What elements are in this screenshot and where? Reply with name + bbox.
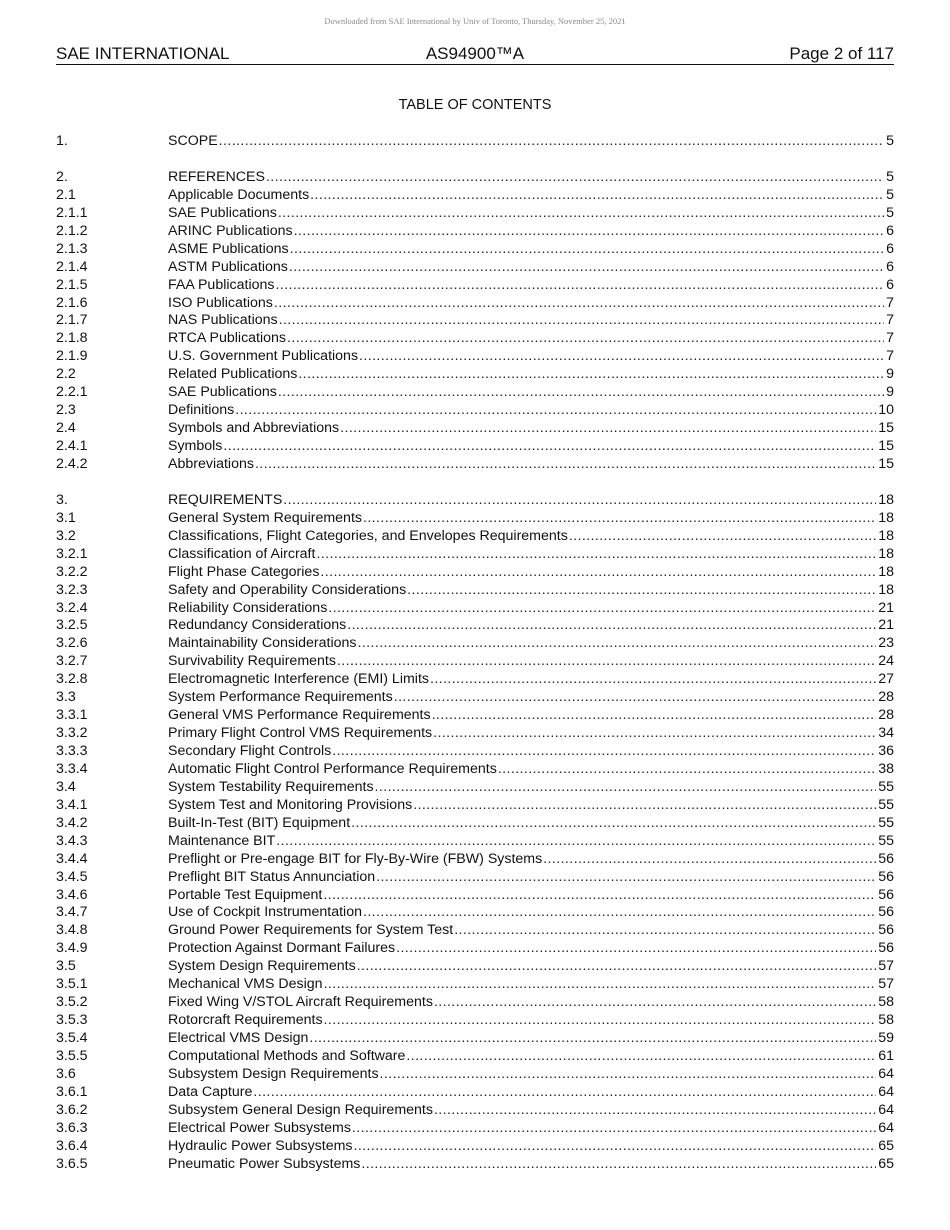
toc-dot-leader [376, 869, 876, 887]
toc-entry-title: ISO Publications [168, 294, 273, 311]
toc-entry-number: 3.6.2 [56, 1101, 88, 1118]
toc-entry-page: 5 [886, 186, 894, 203]
toc-entry-title: Use of Cockpit Instrumentation [168, 904, 362, 921]
toc-entry-number: 2. [56, 168, 68, 185]
toc-entry-title: RTCA Publications [168, 330, 287, 347]
toc-entry-title: Protection Against Dormant Failures [168, 940, 396, 957]
toc-entry[interactable] [56, 958, 894, 976]
toc-entry-page: 7 [886, 330, 894, 347]
toc-entry-title: Pneumatic Power Subsystems [168, 1155, 361, 1172]
toc-entry-title: Portable Test Equipment [168, 886, 323, 903]
toc-entry-number: 3.4.5 [56, 868, 88, 885]
toc-entry-page: 18 [878, 563, 894, 580]
toc-entry-title: Flight Phase Categories [168, 563, 320, 580]
toc-dot-leader [266, 169, 884, 187]
toc-dot-leader [434, 1102, 876, 1120]
toc-entry-title: Data Capture [168, 1083, 253, 1100]
toc-entry-number: 3.5.5 [56, 1047, 88, 1064]
toc-entry[interactable] [56, 743, 894, 761]
toc-dot-leader [235, 402, 876, 420]
toc-entry[interactable] [56, 456, 894, 474]
toc-dot-leader [394, 689, 876, 707]
toc-entry[interactable] [56, 384, 894, 402]
toc-entry-number: 3.4 [56, 778, 76, 795]
toc-entry-title: Classification of Aircraft [168, 545, 316, 562]
toc-entry[interactable] [56, 904, 894, 922]
toc-entry-page: 6 [886, 276, 894, 293]
toc-entry-number: 3.2.8 [56, 671, 88, 688]
toc-entry-number: 3.4.3 [56, 832, 88, 849]
toc-entry-title: Electrical Power Subsystems [168, 1119, 351, 1136]
toc-dot-leader [309, 1030, 876, 1048]
toc-entry[interactable] [56, 241, 894, 259]
toc-entry-number: 3.3.2 [56, 725, 88, 742]
toc-entry-title: Redundancy Considerations [168, 617, 347, 634]
toc-entry-title: Symbols [168, 438, 223, 454]
toc-dot-leader [454, 922, 876, 940]
toc-entry-page: 56 [878, 850, 894, 867]
toc-dot-leader [278, 384, 884, 402]
toc-dot-leader [352, 1120, 876, 1138]
toc-entry-number: 3.2.5 [56, 617, 88, 634]
toc-entry-title: Subsystem General Design Requirements [168, 1101, 433, 1118]
toc-entry-number: 2.3 [56, 402, 76, 419]
toc-entry[interactable] [56, 1012, 894, 1030]
toc-dot-leader [396, 940, 876, 958]
toc-entry[interactable] [56, 295, 894, 313]
toc-entry-page: 34 [878, 725, 894, 742]
toc-entry-title: Rotorcraft Requirements [168, 1012, 323, 1029]
toc-entry[interactable] [56, 940, 894, 958]
toc-dot-leader [287, 330, 884, 348]
toc-entry-page: 56 [878, 922, 894, 939]
toc-entry-title: REQUIREMENTS [168, 491, 283, 508]
toc-entry-number: 3.3.4 [56, 760, 88, 777]
toc-entry-page: 6 [886, 240, 894, 257]
toc-entry[interactable] [56, 277, 894, 295]
toc-title: TABLE OF CONTENTS [398, 97, 552, 113]
toc-entry[interactable] [56, 205, 894, 223]
toc-entry-number: 1. [56, 133, 68, 149]
toc-entry-title: Definitions [168, 402, 235, 419]
toc-entry[interactable] [56, 348, 894, 366]
toc-entry[interactable] [56, 994, 894, 1012]
toc-entry[interactable] [56, 492, 894, 510]
toc-entry[interactable] [56, 187, 894, 205]
toc-entry[interactable] [56, 259, 894, 277]
toc-dot-leader [328, 600, 876, 618]
toc-dot-leader [278, 205, 884, 223]
toc-entry-title: NAS Publications [168, 312, 278, 329]
toc-entry-number: 2.2.1 [56, 384, 88, 401]
toc-entry-page: 9 [886, 384, 894, 401]
toc-entry-number: 2.1.1 [56, 204, 88, 221]
toc-entry-page: 36 [878, 743, 894, 759]
toc-entry[interactable] [56, 851, 894, 869]
toc-entry-title: ASME Publications [168, 240, 289, 257]
table-of-contents [56, 133, 894, 1174]
toc-dot-leader [294, 223, 885, 241]
toc-entry[interactable] [56, 1138, 894, 1156]
header-organization: SAE INTERNATIONAL [56, 44, 230, 63]
toc-entry[interactable] [56, 869, 894, 887]
toc-dot-leader [324, 1012, 877, 1030]
toc-entry-number: 3.4.1 [56, 796, 88, 813]
toc-entry[interactable] [56, 312, 894, 330]
toc-entry-title: Maintainability Considerations [168, 635, 357, 652]
toc-entry-title: Applicable Documents [168, 186, 310, 203]
toc-entry[interactable] [56, 223, 894, 241]
toc-dot-leader [279, 312, 884, 330]
toc-entry-title: REFERENCES [168, 168, 265, 185]
toc-entry-number: 3.2.4 [56, 599, 88, 616]
toc-entry-title: Hydraulic Power Subsystems [168, 1137, 353, 1154]
toc-entry-page: 56 [878, 868, 894, 885]
toc-dot-leader [323, 887, 876, 905]
toc-entry-number: 3.4.8 [56, 922, 88, 939]
toc-entry-page: 7 [886, 348, 894, 365]
toc-entry-title: SAE Publications [168, 384, 277, 401]
toc-entry-title: Preflight BIT Status Annunciation [168, 868, 376, 885]
toc-dot-leader [223, 438, 876, 456]
toc-entry-page: 65 [878, 1155, 894, 1172]
toc-dot-leader [359, 348, 884, 366]
toc-entry-page: 5 [886, 204, 894, 221]
toc-entry[interactable] [56, 600, 894, 618]
toc-entry-page: 65 [878, 1137, 894, 1154]
toc-entry-page: 21 [878, 599, 894, 616]
toc-entry-number: 2.1.6 [56, 294, 88, 311]
toc-dot-leader [432, 707, 877, 725]
toc-dot-leader [363, 904, 876, 922]
toc-entry-page: 5 [886, 168, 894, 185]
toc-dot-leader [433, 725, 876, 743]
toc-entry-page: 6 [886, 258, 894, 275]
toc-entry-page: 64 [878, 1083, 894, 1100]
toc-entry-page: 23 [878, 635, 894, 652]
toc-dot-leader [298, 366, 884, 384]
toc-entry-number: 3.5 [56, 958, 76, 975]
toc-entry[interactable] [56, 564, 894, 582]
toc-entry-page: 15 [878, 420, 894, 437]
toc-entry-title: Ground Power Requirements for System Test [168, 922, 454, 939]
toc-dot-leader [569, 528, 876, 546]
toc-entry-title: General VMS Performance Requirements [168, 707, 431, 724]
toc-entry-number: 2.1 [56, 186, 76, 203]
toc-entry-page: 64 [878, 1065, 894, 1082]
toc-dot-leader [276, 833, 876, 851]
toc-entry-number: 2.1.4 [56, 258, 88, 275]
toc-entry-number: 3.6.5 [56, 1155, 88, 1172]
toc-entry-number: 2.1.5 [56, 276, 88, 293]
toc-entry-title: Symbols and Abbreviations [168, 420, 340, 437]
toc-entry-page: 27 [878, 671, 894, 688]
toc-entry-number: 3.5.1 [56, 976, 88, 993]
toc-dot-leader [320, 564, 876, 582]
toc-entry-number: 3. [56, 491, 68, 508]
toc-entry-title: Safety and Operability Considerations [168, 581, 407, 598]
toc-entry-title: Fixed Wing V/STOL Aircraft Requirements [168, 994, 433, 1011]
toc-entry-page: 9 [886, 366, 894, 383]
toc-entry-title: Electromagnetic Interference (EMI) Limits [168, 671, 429, 688]
toc-entry-number: 2.1.2 [56, 222, 88, 239]
toc-entry-page: 61 [878, 1047, 894, 1064]
toc-entry-page: 55 [878, 778, 894, 795]
toc-entry[interactable] [56, 402, 894, 420]
toc-entry-number: 3.2.2 [56, 563, 88, 580]
toc-entry[interactable] [56, 1084, 894, 1102]
toc-entry-number: 3.6 [56, 1065, 76, 1082]
toc-entry[interactable] [56, 366, 894, 384]
toc-dot-leader [434, 994, 876, 1012]
toc-entry-page: 56 [878, 886, 894, 903]
header-document-id: AS94900™A [425, 44, 525, 63]
toc-dot-leader [430, 671, 876, 689]
toc-entry[interactable] [56, 1156, 894, 1174]
toc-dot-leader [543, 851, 876, 869]
toc-entry-number: 3.5.3 [56, 1012, 88, 1029]
toc-entry-title: System Design Requirements [168, 958, 356, 975]
page-header [56, 44, 894, 65]
download-watermark: Downloaded from SAE International by Univ of Toronto, Thursday, November 25, 2021 [324, 16, 626, 26]
toc-entry-page: 10 [878, 402, 894, 419]
toc-dot-leader [324, 976, 877, 994]
toc-entry[interactable] [56, 761, 894, 779]
toc-entry[interactable] [56, 1120, 894, 1138]
toc-entry-number: 2.1.3 [56, 240, 88, 257]
toc-entry-number: 3.2.7 [56, 653, 88, 670]
toc-entry[interactable] [56, 653, 894, 671]
toc-entry[interactable] [56, 133, 894, 151]
toc-entry-number: 3.4.2 [56, 814, 88, 831]
toc-entry-title: General System Requirements [168, 509, 362, 526]
header-page-label: Page 2 of 117 [789, 44, 894, 63]
toc-entry-number: 3.4.7 [56, 904, 88, 921]
toc-entry-title: System Testability Requirements [168, 778, 374, 795]
toc-entry[interactable] [56, 707, 894, 725]
toc-entry-number: 3.6.4 [56, 1137, 88, 1154]
toc-entry-number: 2.4.1 [56, 438, 88, 454]
toc-dot-leader [332, 743, 876, 761]
toc-entry-page: 58 [878, 994, 894, 1011]
toc-entry-number: 3.4.9 [56, 940, 88, 957]
toc-entry[interactable] [56, 617, 894, 635]
toc-entry-page: 18 [878, 509, 894, 526]
toc-dot-leader [219, 133, 884, 151]
toc-entry-page: 55 [878, 796, 894, 813]
toc-entry-number: 3.1 [56, 509, 76, 526]
toc-entry-number: 3.2.3 [56, 581, 88, 598]
toc-entry[interactable] [56, 887, 894, 905]
toc-entry-page: 59 [878, 1030, 894, 1046]
toc-entry-page: 28 [878, 689, 894, 706]
toc-entry-number: 3.6.3 [56, 1119, 88, 1136]
toc-entry-title: System Test and Monitoring Provisions [168, 796, 413, 813]
toc-entry[interactable] [56, 438, 894, 456]
toc-entry-title: ASTM Publications [168, 258, 288, 275]
toc-dot-leader [340, 420, 876, 438]
toc-entry[interactable] [56, 635, 894, 653]
toc-dot-leader [406, 1048, 876, 1066]
toc-entry[interactable] [56, 330, 894, 348]
toc-dot-leader [361, 1156, 876, 1174]
toc-entry-page: 18 [878, 581, 894, 598]
toc-entry[interactable] [56, 1066, 894, 1084]
toc-entry-number: 3.5.2 [56, 994, 88, 1011]
toc-entry-page: 55 [878, 814, 894, 831]
toc-entry-number: 2.1.8 [56, 330, 88, 347]
toc-dot-leader [274, 295, 884, 313]
toc-entry-number: 2.4 [56, 420, 76, 437]
toc-entry-title: ARINC Publications [168, 222, 293, 239]
toc-dot-leader [275, 277, 884, 295]
toc-entry-title: Computational Methods and Software [168, 1047, 406, 1064]
toc-entry-number: 3.6.1 [56, 1083, 88, 1100]
toc-entry[interactable] [56, 510, 894, 528]
toc-entry-page: 21 [878, 617, 894, 634]
toc-entry-title: Automatic Flight Control Performance Requirements [168, 760, 497, 777]
toc-entry-title: System Performance Requirements [168, 689, 393, 706]
toc-dot-leader [290, 241, 884, 259]
toc-dot-leader [347, 617, 876, 635]
toc-entry[interactable] [56, 1030, 894, 1048]
toc-dot-leader [316, 546, 876, 564]
toc-entry-page: 38 [878, 760, 894, 777]
toc-entry-title: U.S. Government Publications [168, 348, 359, 365]
toc-entry[interactable] [56, 528, 894, 546]
toc-entry[interactable] [56, 689, 894, 707]
toc-dot-leader [337, 653, 876, 671]
toc-entry-title: SCOPE [168, 133, 218, 149]
toc-entry-title: Maintenance BIT [168, 832, 276, 849]
toc-entry-page: 18 [878, 545, 894, 562]
toc-entry-number: 2.1.9 [56, 348, 88, 365]
toc-entry-page: 15 [878, 438, 894, 454]
toc-entry-number: 3.2.6 [56, 635, 88, 652]
toc-entry-number: 2.4.2 [56, 455, 88, 472]
toc-entry-number: 2.1.7 [56, 312, 88, 329]
toc-entry[interactable] [56, 169, 894, 187]
toc-entry-number: 3.4.6 [56, 886, 88, 903]
toc-entry[interactable] [56, 922, 894, 940]
toc-entry-page: 18 [878, 491, 894, 508]
toc-dot-leader [351, 815, 876, 833]
toc-entry-page: 64 [878, 1119, 894, 1136]
toc-entry-number: 3.4.4 [56, 850, 88, 867]
toc-entry-page: 7 [886, 312, 894, 329]
toc-dot-leader [289, 259, 884, 277]
toc-entry-number: 3.2 [56, 527, 76, 544]
toc-dot-leader [413, 797, 876, 815]
toc-entry-title: Electrical VMS Design [168, 1030, 309, 1046]
toc-entry-page: 57 [878, 976, 894, 993]
toc-entry[interactable] [56, 976, 894, 994]
toc-dot-leader [283, 492, 876, 510]
toc-entry-page: 7 [886, 294, 894, 311]
toc-entry-title: Primary Flight Control VMS Requirements [168, 725, 433, 742]
toc-entry-number: 3.2.1 [56, 545, 88, 562]
toc-dot-leader [253, 1084, 876, 1102]
toc-dot-leader [357, 635, 876, 653]
toc-entry-page: 55 [878, 832, 894, 849]
toc-entry[interactable] [56, 1048, 894, 1066]
toc-entry-title: Classifications, Flight Categories, and Envelopes Requirements [168, 527, 568, 544]
toc-dot-leader [498, 761, 876, 779]
toc-entry-title: Built-In-Test (BIT) Equipment [168, 814, 351, 831]
toc-entry-page: 57 [878, 958, 894, 975]
toc-entry-title: Abbreviations [168, 455, 254, 472]
toc-entry-number: 3.3 [56, 689, 76, 706]
toc-entry-title: Mechanical VMS Design [168, 976, 323, 993]
toc-entry-title: Survivability Requirements [168, 653, 336, 670]
toc-entry-title: FAA Publications [168, 276, 275, 293]
toc-entry[interactable] [56, 582, 894, 600]
toc-dot-leader [310, 187, 884, 205]
toc-entry-page: 24 [878, 653, 894, 670]
toc-entry-title: Preflight or Pre-engage BIT for Fly-By-Wire (FBW) Systems [168, 850, 543, 867]
toc-entry[interactable] [56, 1102, 894, 1120]
toc-entry-number: 2.2 [56, 366, 76, 383]
toc-entry-page: 58 [878, 1012, 894, 1029]
toc-entry-title: Secondary Flight Controls [168, 743, 332, 759]
toc-entry-title: Related Publications [168, 366, 298, 383]
toc-entry-page: 64 [878, 1101, 894, 1118]
toc-entry-title: Reliability Considerations [168, 599, 328, 616]
toc-entry-title: SAE Publications [168, 204, 277, 221]
toc-dot-leader [357, 958, 877, 976]
toc-entry-page: 5 [886, 133, 894, 149]
toc-entry-number: 3.3.3 [56, 743, 88, 759]
toc-entry-number: 3.5.4 [56, 1030, 88, 1046]
toc-entry[interactable] [56, 797, 894, 815]
toc-dot-leader [354, 1138, 877, 1156]
toc-entry[interactable] [56, 725, 894, 743]
toc-dot-leader [255, 456, 876, 474]
toc-entry-page: 18 [878, 527, 894, 544]
toc-entry[interactable] [56, 420, 894, 438]
toc-entry-page: 6 [886, 222, 894, 239]
toc-entry-page: 56 [878, 904, 894, 921]
toc-entry-page: 56 [878, 940, 894, 957]
toc-entry-page: 15 [878, 455, 894, 472]
toc-entry[interactable] [56, 815, 894, 833]
toc-dot-leader [407, 582, 876, 600]
toc-entry[interactable] [56, 779, 894, 797]
toc-entry[interactable] [56, 833, 894, 851]
toc-entry[interactable] [56, 671, 894, 689]
toc-entry-page: 28 [878, 707, 894, 724]
toc-dot-leader [363, 510, 876, 528]
toc-entry[interactable] [56, 546, 894, 564]
toc-entry-number: 3.3.1 [56, 707, 88, 724]
toc-dot-leader [380, 1066, 877, 1084]
toc-dot-leader [375, 779, 877, 797]
toc-entry-title: Subsystem Design Requirements [168, 1065, 379, 1082]
